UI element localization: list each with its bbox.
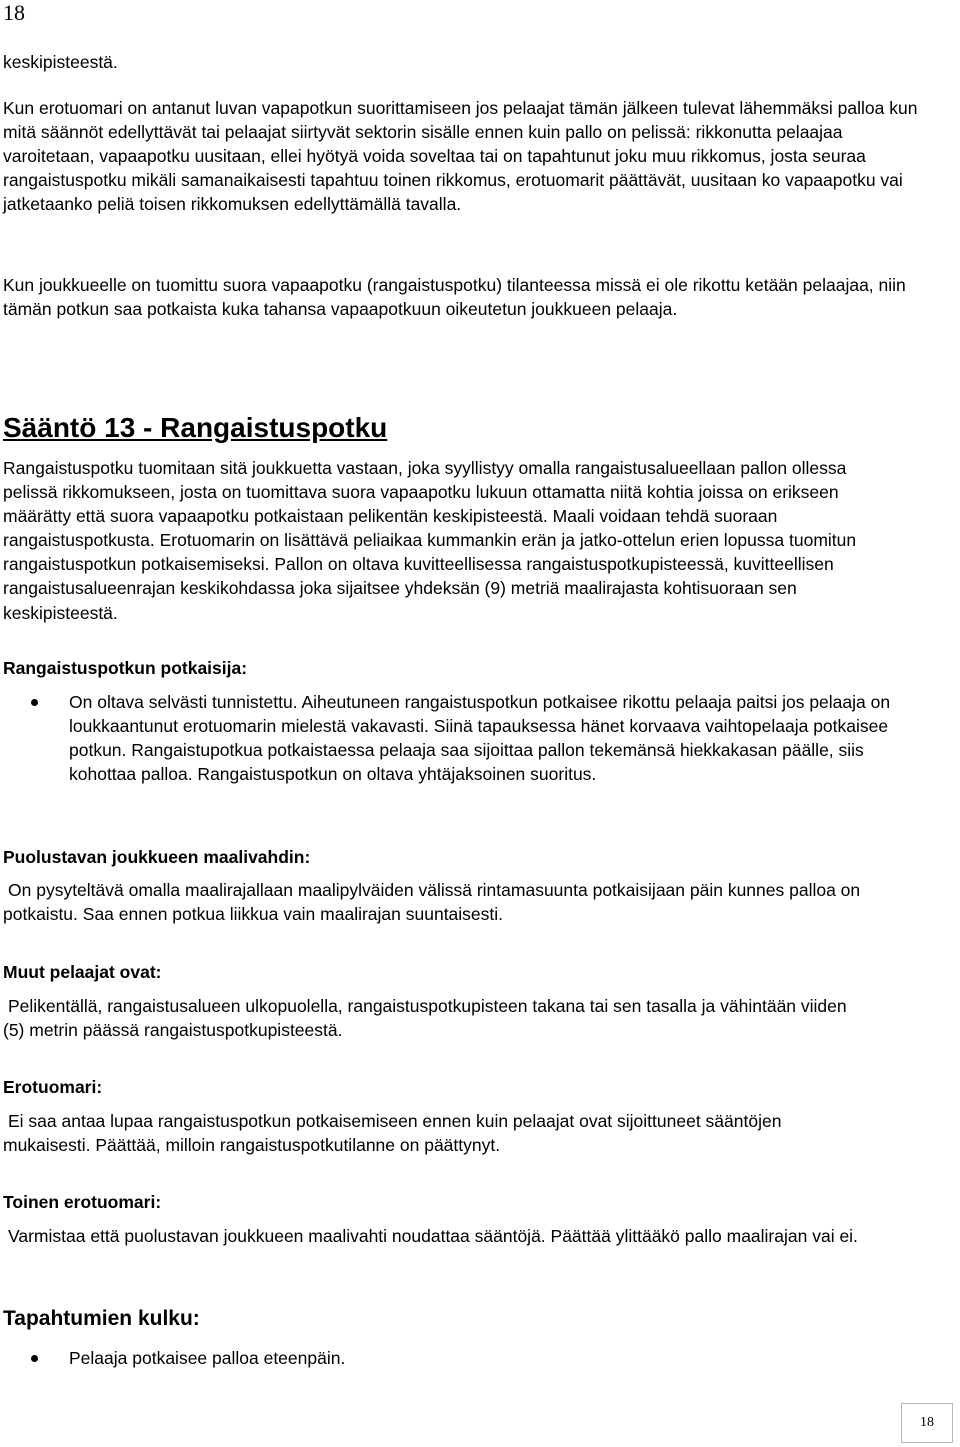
second-referee-body-text: Varmistaa että puolustavan joukkueen maalivahti noudattaa sääntöjä. Päättää ylittääkö pallo maalirajan vai ei. <box>8 1226 858 1246</box>
list-item <box>0 1346 900 1370</box>
rule-title: Sääntö 13 - Rangaistuspotku <box>3 412 388 443</box>
goalkeeper-heading: Puolustavan joukkueen maalivahdin: <box>3 847 311 867</box>
other-players-body <box>3 994 860 1042</box>
intro-paragraph-1-text: Kun erotuomari on antanut luvan vapapotkun suorittamiseen jos pelaajat tämän jälkeen tulevat lähemmäksi palloa kun mitä säännöt edellyttävät tai pelaajat siirtyvät sektorin sisälle ennen kuin pallo on pelissä: rikkonutta pelaajaa varoitetaan, vapaapotku uusitaan, ellei hyötyä voida soveltaa tai on tapahtunut joku muu rikkomus, josta seuraa rangaistuspotku mikäli samanaikaisesti tapahtuu toinen rikkomus, erotuomarit päättävät, uusitaan ko vapaapotku vai jatketaanko peliä toisen rikkomuksen edellyttämällä tavalla. <box>3 98 918 215</box>
intro-paragraph-2-text: Kun joukkueelle on tuomittu suora vapaapotku (rangaistuspotku) tilanteessa missä ei ole rikottu ketään pelaajaa, niin tämän potkun saa potkaista kuka tahansa vapaapotkuun oikeutetun joukkueen pelaaja. <box>3 275 906 320</box>
kicker-list <box>0 690 900 786</box>
other-players-heading: Muut pelaajat ovat: <box>3 962 162 982</box>
list-item <box>0 690 900 786</box>
referee-body <box>3 1109 850 1157</box>
bullet-icon <box>31 1355 38 1362</box>
intro-fragment-text: keskipisteestä. <box>3 52 118 72</box>
second-referee-heading: Toinen erotuomari: <box>3 1192 162 1212</box>
intro-paragraph-1 <box>3 96 930 216</box>
second-referee-body <box>3 1224 860 1248</box>
procedure-heading: Tapahtumien kulku: <box>3 1307 200 1330</box>
kicker-bullet-text: On oltava selvästi tunnistettu. Aiheutuneen rangaistuspotkun potkaisee rikottu pelaaja paitsi jos pelaaja on loukkaantunut erotuomarin mielestä vakavasti. Siinä tapauksessa hänet korvaava vaihtopelaaja potkaisee potkun. Rangaistupotkua potkaistaessa pelaaja saa sijoittaa pallon tekemänsä hiekkakasan päälle, siis kohottaa palloa. Rangaistuspotkun on oltava yhtäjaksoinen suoritus. <box>69 692 891 785</box>
procedure-bullet-text: Pelaaja potkaisee palloa eteenpäin. <box>69 1348 346 1368</box>
other-players-body-text: Pelikentällä, rangaistusalueen ulkopuolella, rangaistuspotkupisteen takana tai sen tasalla ja vähintään viiden (5) metrin päässä rangaistuspotkupisteestä. <box>3 996 847 1041</box>
goalkeeper-body-text: On pysyteltävä omalla maalirajallaan maalipylväiden välissä rintamasuunta potkaisijaan päin kunnes palloa on potkaistu. Saa ennen potkua liikkua vain maalirajan suuntaisesti. <box>3 880 861 925</box>
procedure-list <box>0 1346 900 1370</box>
referee-heading: Erotuomari: <box>3 1077 103 1097</box>
referee-body-text: Ei saa antaa lupaa rangaistuspotkun potkaisemiseen ennen kuin pelaajat ovat sijoittuneet sääntöjen mukaisesti. Päättää, milloin rangaistuspotkutilanne on päättynyt. <box>3 1111 782 1156</box>
page-number-top: 18 <box>3 0 25 25</box>
rule-body <box>3 456 900 625</box>
bullet-icon <box>31 699 38 706</box>
goalkeeper-body <box>3 878 870 926</box>
intro-paragraph-2 <box>3 273 930 321</box>
rule-body-text: Rangaistuspotku tuomitaan sitä joukkuetta vastaan, joka syyllistyy omalla rangaistusalueellaan pallon ollessa pelissä rikkomukseen, josta on tuomittava suora vapaapotku lukuun ottamatta niitä kohtia joissa on erikseen määrätty että suora vapaapotku potkaistaan pelikentän keskipisteestä. Maali voidaan tehdä suoraan rangaistuspotkusta. Erotuomarin on lisättävä peliaikaa kummankin erän ja jatko-ottelun erien lopussa tuomitun rangaistuspotkun potkaisemiseksi. Pallon on oltava kuvitteellisessa rangaistuspotkupisteessä, kuvitteellisen rangaistusalueenrajan keskikohdassa joka sijaitsee yhdeksän (9) metriä maalirajasta kohtisuoraan sen keskipisteestä. <box>3 458 857 623</box>
kicker-heading: Rangaistuspotkun potkaisija: <box>3 658 248 678</box>
intro-fragment <box>3 50 930 74</box>
page-number-box: 18 <box>901 1403 953 1443</box>
